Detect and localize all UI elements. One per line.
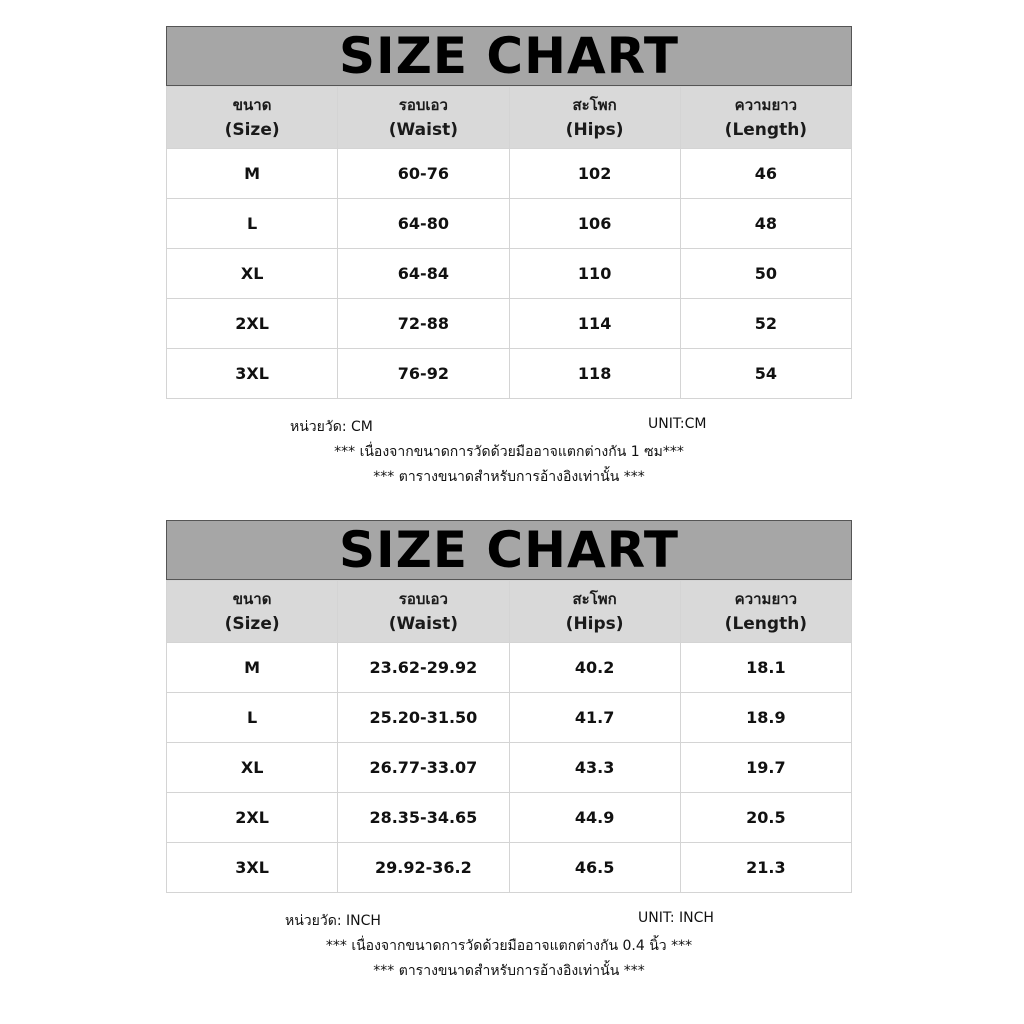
cell-hips: 106 — [509, 199, 680, 249]
cell-waist: 72-88 — [338, 299, 509, 349]
cell-size: 2XL — [167, 299, 338, 349]
notes-cm — [166, 416, 852, 490]
table-row — [167, 793, 852, 843]
notes-inch — [166, 910, 852, 984]
header-length: ความยาว (Length) — [680, 87, 851, 149]
header-hips: สะโพก (Hips) — [509, 581, 680, 643]
cell-size: 3XL — [167, 349, 338, 399]
unit-label-thai: หน่วยวัด: INCH — [285, 913, 381, 929]
table-header-row — [167, 581, 852, 643]
cell-size: L — [167, 199, 338, 249]
table-row — [167, 199, 852, 249]
chart-title: SIZE CHART — [166, 26, 852, 86]
unit-label-en: UNIT: INCH — [638, 910, 714, 926]
note-reference: *** ตารางขนาดสำหรับการอ้างอิงเท่านั้น *** — [373, 469, 645, 485]
cell-waist: 76-92 — [338, 349, 509, 399]
unit-label-thai: หน่วยวัด: CM — [290, 419, 373, 435]
cell-length: 18.9 — [680, 693, 851, 743]
cell-length: 21.3 — [680, 843, 851, 893]
cell-hips: 46.5 — [509, 843, 680, 893]
unit-line — [166, 416, 852, 440]
header-size: ขนาด (Size) — [167, 581, 338, 643]
cell-hips: 110 — [509, 249, 680, 299]
header-length: ความยาว (Length) — [680, 581, 851, 643]
header-waist: รอบเอว (Waist) — [338, 87, 509, 149]
cell-waist: 25.20-31.50 — [338, 693, 509, 743]
cell-size: M — [167, 149, 338, 199]
cell-hips: 44.9 — [509, 793, 680, 843]
cell-waist: 28.35-34.65 — [338, 793, 509, 843]
table-row — [167, 149, 852, 199]
table-row — [167, 693, 852, 743]
cell-waist: 60-76 — [338, 149, 509, 199]
header-waist: รอบเอว (Waist) — [338, 581, 509, 643]
cell-length: 46 — [680, 149, 851, 199]
table-row — [167, 743, 852, 793]
cell-size: M — [167, 643, 338, 693]
cell-length: 48 — [680, 199, 851, 249]
header-hips: สะโพก (Hips) — [509, 87, 680, 149]
cell-waist: 23.62-29.92 — [338, 643, 509, 693]
cell-size: XL — [167, 743, 338, 793]
table-row — [167, 349, 852, 399]
header-size: ขนาด (Size) — [167, 87, 338, 149]
table-row — [167, 299, 852, 349]
cell-length: 18.1 — [680, 643, 851, 693]
cell-hips: 102 — [509, 149, 680, 199]
cell-hips: 41.7 — [509, 693, 680, 743]
note-reference: *** ตารางขนาดสำหรับการอ้างอิงเท่านั้น *** — [373, 963, 645, 979]
cell-hips: 43.3 — [509, 743, 680, 793]
cell-length: 54 — [680, 349, 851, 399]
cell-hips: 118 — [509, 349, 680, 399]
cell-size: 3XL — [167, 843, 338, 893]
chart-title: SIZE CHART — [166, 520, 852, 580]
cell-waist: 64-84 — [338, 249, 509, 299]
unit-label-en: UNIT:CM — [648, 416, 707, 432]
cell-length: 50 — [680, 249, 851, 299]
size-table — [166, 580, 852, 893]
cell-length: 20.5 — [680, 793, 851, 843]
table-row — [167, 843, 852, 893]
cell-length: 19.7 — [680, 743, 851, 793]
cell-length: 52 — [680, 299, 851, 349]
cell-waist: 29.92-36.2 — [338, 843, 509, 893]
note-tolerance: *** เนื่องจากขนาดการวัดด้วยมืออาจแตกต่างกัน 1 ซม*** — [334, 444, 684, 460]
cell-size: L — [167, 693, 338, 743]
note-tolerance: *** เนื่องจากขนาดการวัดด้วยมืออาจแตกต่างกัน 0.4 นิ้ว *** — [325, 938, 693, 954]
cell-waist: 64-80 — [338, 199, 509, 249]
size-table — [166, 86, 852, 399]
cell-size: XL — [167, 249, 338, 299]
cell-waist: 26.77-33.07 — [338, 743, 509, 793]
size-chart-inch — [166, 520, 852, 893]
table-row — [167, 643, 852, 693]
size-chart-cm — [166, 26, 852, 399]
table-header-row — [167, 87, 852, 149]
unit-line — [166, 910, 852, 934]
table-row — [167, 249, 852, 299]
cell-hips: 114 — [509, 299, 680, 349]
cell-size: 2XL — [167, 793, 338, 843]
cell-hips: 40.2 — [509, 643, 680, 693]
